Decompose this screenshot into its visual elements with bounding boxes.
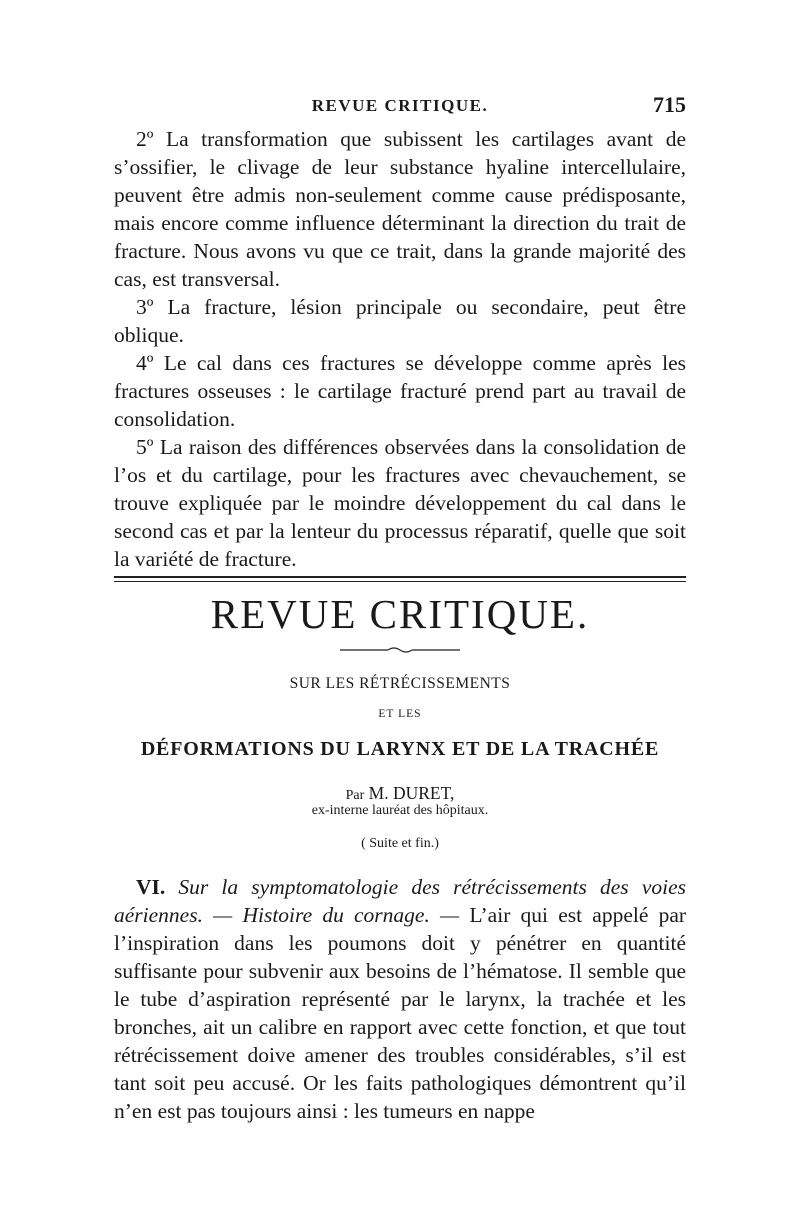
ornament-rule-icon bbox=[340, 646, 460, 654]
section-divider-thick bbox=[114, 576, 686, 578]
author-line bbox=[114, 783, 686, 804]
paragraph-conclusion-5: 5º La raison des différences observées dans la consolidation de l’os et du cartilage, pour les fractures avec chevauchement, se trouve expliquée par le moindre développement du cal dans le second cas et par la lenteur du processus réparatif, quelle que soit la variété de fracture. bbox=[114, 435, 686, 571]
section-divider-thin bbox=[114, 581, 686, 582]
paragraph-conclusion-3: 3º La fracture, lésion principale ou secondaire, peut être oblique. bbox=[114, 295, 686, 347]
chapter-block bbox=[114, 873, 686, 1125]
section-title: REVUE CRITIQUE. bbox=[210, 591, 590, 637]
conclusions-block bbox=[114, 125, 686, 573]
chapter-heading: Sur la symptomatologie des rétrécissements des voies aériennes. — Histoire du cornage. — bbox=[114, 875, 686, 927]
author-name: M. DURET, bbox=[368, 783, 455, 803]
author-prefix: Par bbox=[345, 788, 365, 803]
subtitle-line-2: ET LES bbox=[378, 708, 422, 720]
subtitle-line-1: SUR LES RÉTRÉCISSEMENTS bbox=[289, 675, 511, 692]
subtitle-line-3: DÉFORMATIONS DU LARYNX ET DE LA TRACHÉE bbox=[140, 738, 660, 760]
paragraph-conclusion-4: 4º Le cal dans ces fractures se développe comme après les fractures osseuses : le cartilage fracturé prend part au travail de consolidation. bbox=[114, 351, 686, 431]
paragraph-conclusion-2: 2º La transformation que subissent les cartilages avant de s’ossifier, le clivage de leur substance hyaline intercellulaire, peuvent être admis non-seulement comme cause prédisposante, mais encore comme influence déterminant la direction du trait de fracture. Nous avons vu que ce trait, dans la grande majorité des cas, est transversal. bbox=[114, 127, 686, 291]
running-title: REVUE CRITIQUE. bbox=[311, 96, 489, 115]
running-header bbox=[114, 92, 686, 126]
chapter-number: VI. bbox=[136, 875, 166, 899]
author-affiliation: ex-interne lauréat des hôpitaux. bbox=[311, 803, 489, 818]
chapter-paragraph bbox=[114, 873, 686, 1125]
chapter-text: L’air qui est appelé par l’inspiration dans les poumons doit y pénétrer en quantité suffisante pour subvenir aux besoins de l’hématose. Il semble que le tube d’aspiration représenté par le larynx, la trachée et les bronches, ait un calibre en rapport avec cette fonction, et que tout rétrécissement doive amener des troubles considérables, s’il est tant soit peu accusé. Or les faits pathologiques démontrent qu’il n’en est pas toujours ainsi : les tumeurs en nappe bbox=[114, 903, 687, 1123]
page-number: 715 bbox=[653, 92, 686, 117]
continuation-note: ( Suite et fin.) bbox=[361, 836, 439, 851]
